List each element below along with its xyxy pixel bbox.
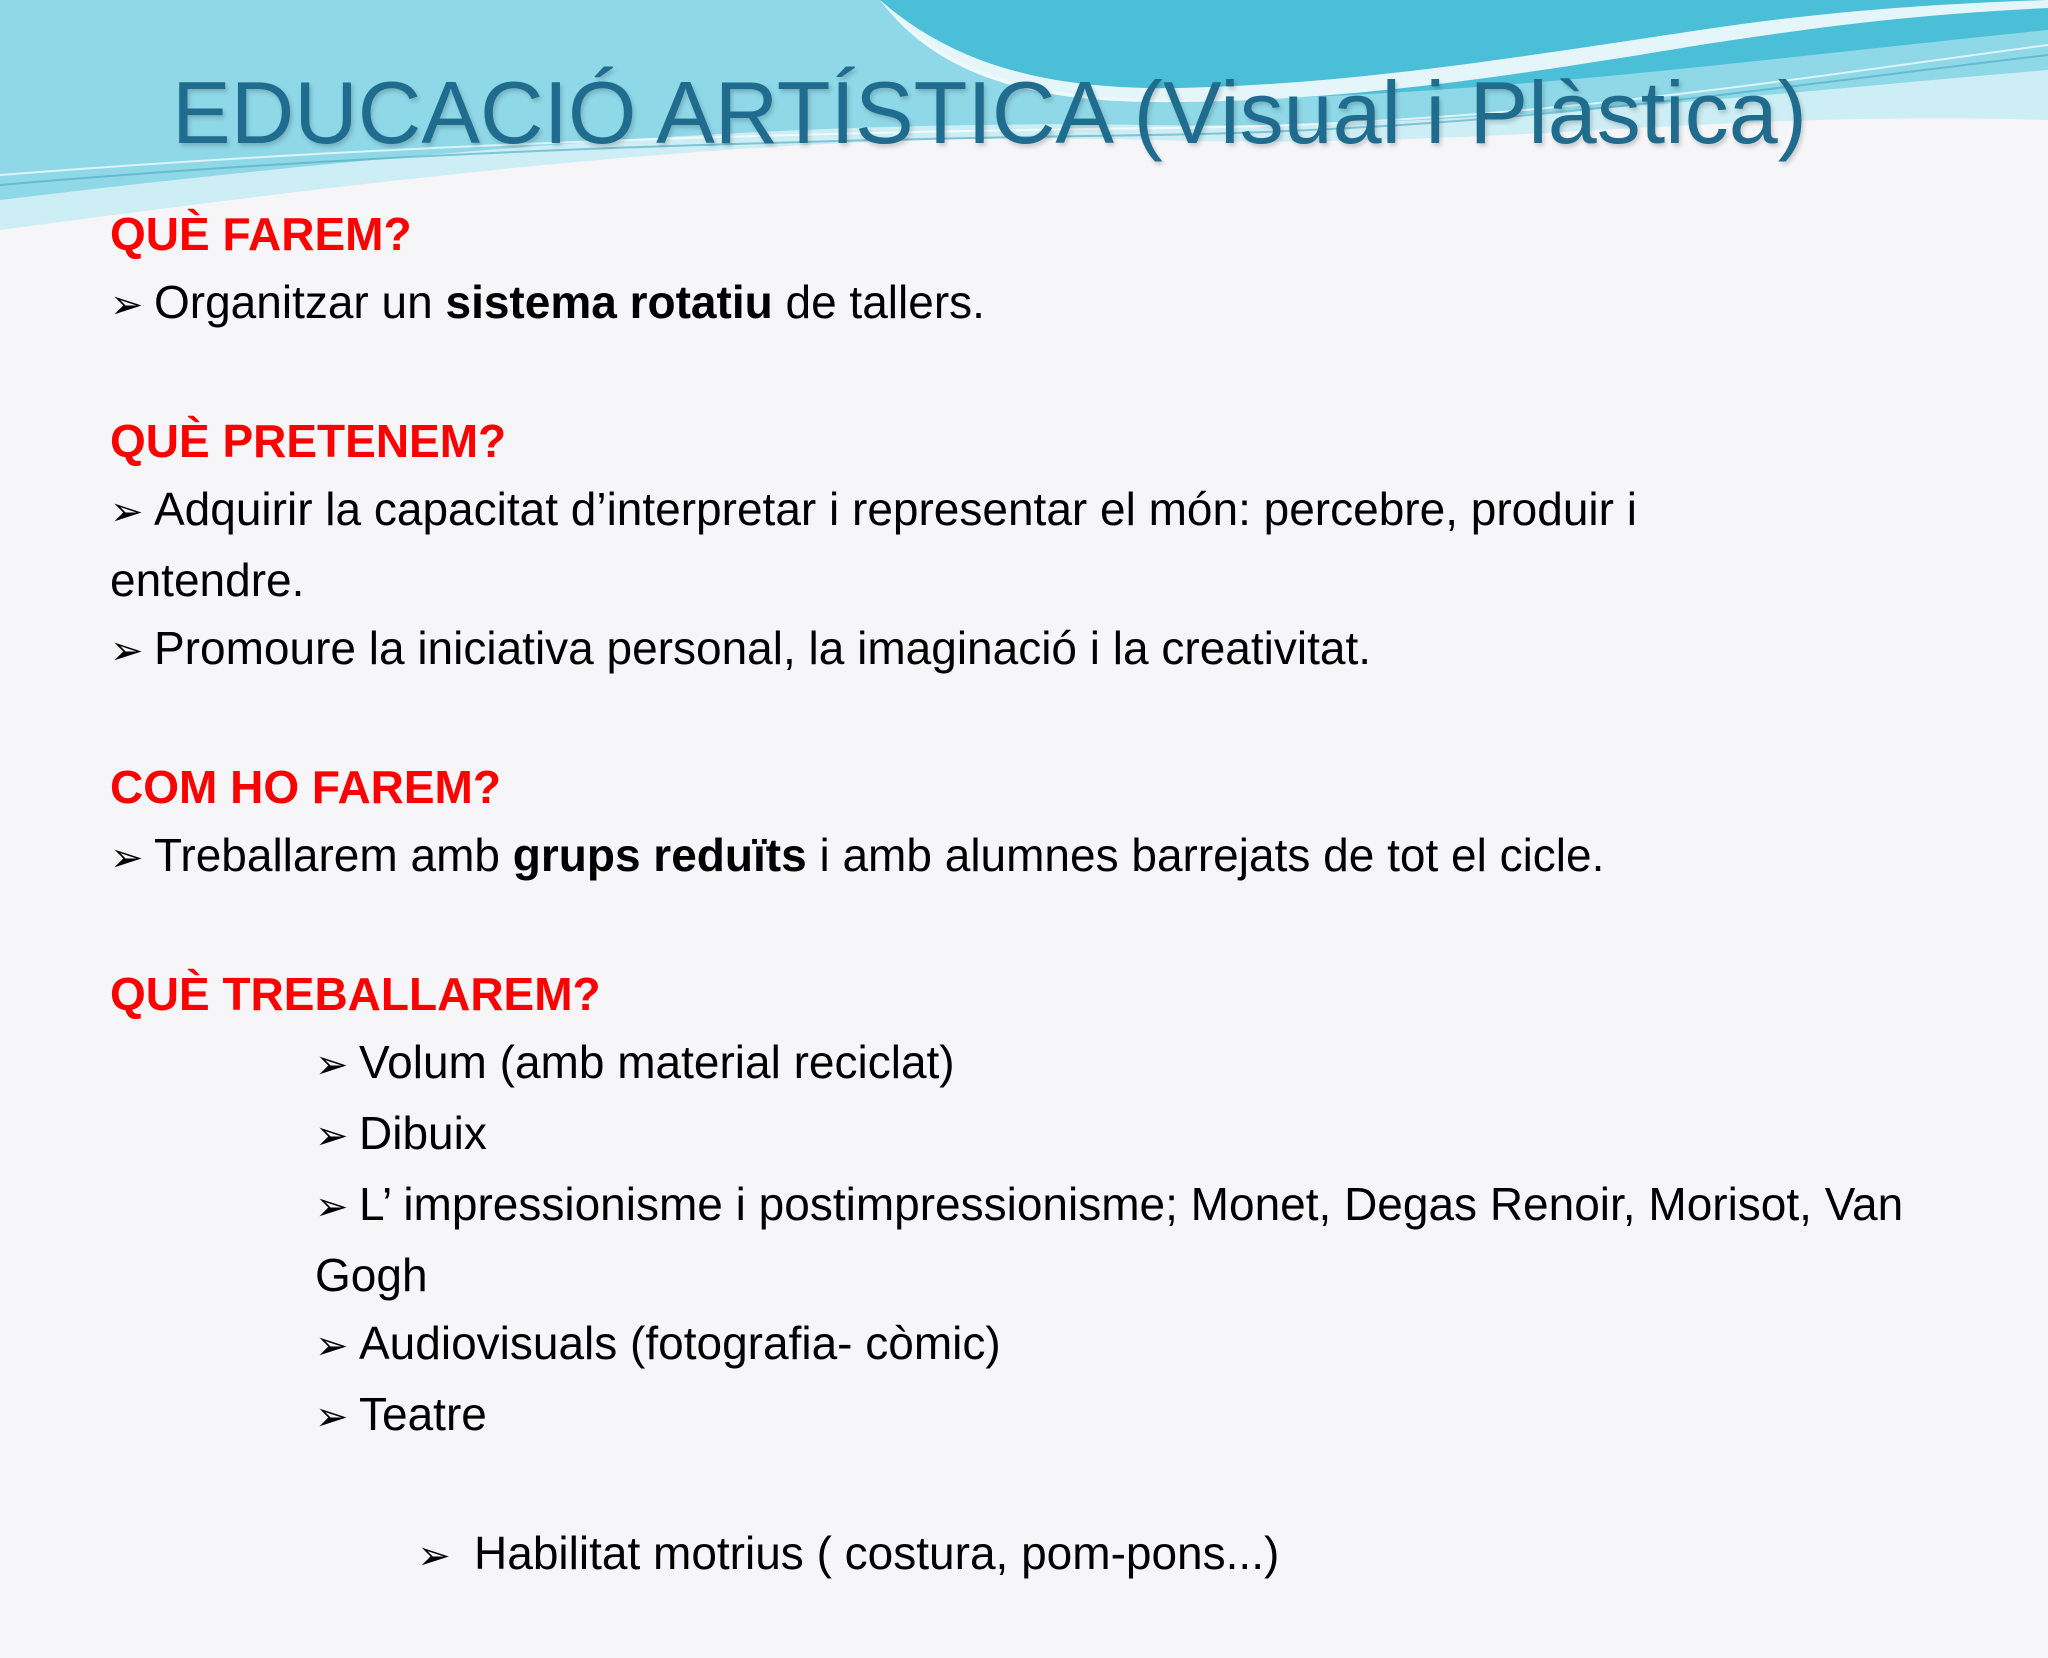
- arrow-bullet-icon: ➢: [315, 1113, 349, 1159]
- item-text-bold: sistema rotatiu: [445, 276, 773, 328]
- list-item: [315, 1170, 1915, 1309]
- arrow-bullet-icon: ➢: [110, 489, 144, 535]
- spacer: [110, 892, 1990, 960]
- item-text-bold: grups reduïts: [512, 829, 807, 881]
- heading-com-ho-farem: COM HO FAREM?: [110, 761, 501, 813]
- bullet-item: [110, 821, 1990, 892]
- item-text: Adquirir la capacitat d’interpretar i representar el món: percebre, produir i entendre.: [110, 483, 1637, 606]
- item-text: Volum (amb material reciclat): [359, 1036, 955, 1088]
- arrow-bullet-icon: ➢: [315, 1394, 349, 1440]
- item-text: Teatre: [359, 1388, 487, 1440]
- heading-que-farem: QUÈ FAREM?: [110, 208, 412, 260]
- item-text-after: i amb alumnes barrejats de tot el cicle.: [806, 829, 1605, 881]
- spacer: [110, 685, 1990, 753]
- item-text: Habilitat motrius ( costura, pom-pons...): [461, 1527, 1280, 1579]
- bullet-item: [110, 475, 1750, 614]
- item-text: Promoure la iniciativa personal, la imaginació i la creativitat.: [154, 622, 1372, 674]
- item-text-after: de tallers.: [772, 276, 985, 328]
- list-item: [315, 1380, 1990, 1451]
- heading-que-treballarem: QUÈ TREBALLAREM?: [110, 968, 601, 1020]
- slide-title: EDUCACIÓ ARTÍSTICA (Visual i Plàstica): [172, 63, 1807, 162]
- treballarem-list: [110, 1028, 1990, 1658]
- arrow-bullet-icon: ➢: [110, 628, 144, 674]
- item-text-before: Treballarem amb: [154, 829, 513, 881]
- list-item: [315, 1099, 1990, 1170]
- arrow-bullet-icon: ➢: [110, 282, 144, 328]
- bullet-item: [110, 268, 1990, 339]
- arrow-bullet-icon: ➢: [110, 835, 144, 881]
- arrow-bullet-icon: ➢: [417, 1533, 451, 1579]
- item-text: L’ impressionisme i postimpressionisme; Monet, Degas Renoir, Morisot, Van Gogh: [315, 1178, 1904, 1301]
- item-text-before: Organitzar un: [154, 276, 446, 328]
- item-text: Dibuix: [359, 1107, 487, 1159]
- list-item: [315, 1028, 1990, 1099]
- arrow-bullet-icon: ➢: [315, 1042, 349, 1088]
- arrow-bullet-icon: ➢: [315, 1323, 349, 1369]
- arrow-bullet-icon: ➢: [315, 1184, 349, 1230]
- spacer: [110, 339, 1990, 407]
- list-item: [315, 1309, 1990, 1380]
- bullet-item: [110, 614, 1990, 685]
- item-text: Audiovisuals (fotografia- còmic): [359, 1317, 1001, 1369]
- list-item: [315, 1451, 1990, 1658]
- slide-content: [110, 200, 1990, 1658]
- heading-que-pretenem: QUÈ PRETENEM?: [110, 415, 507, 467]
